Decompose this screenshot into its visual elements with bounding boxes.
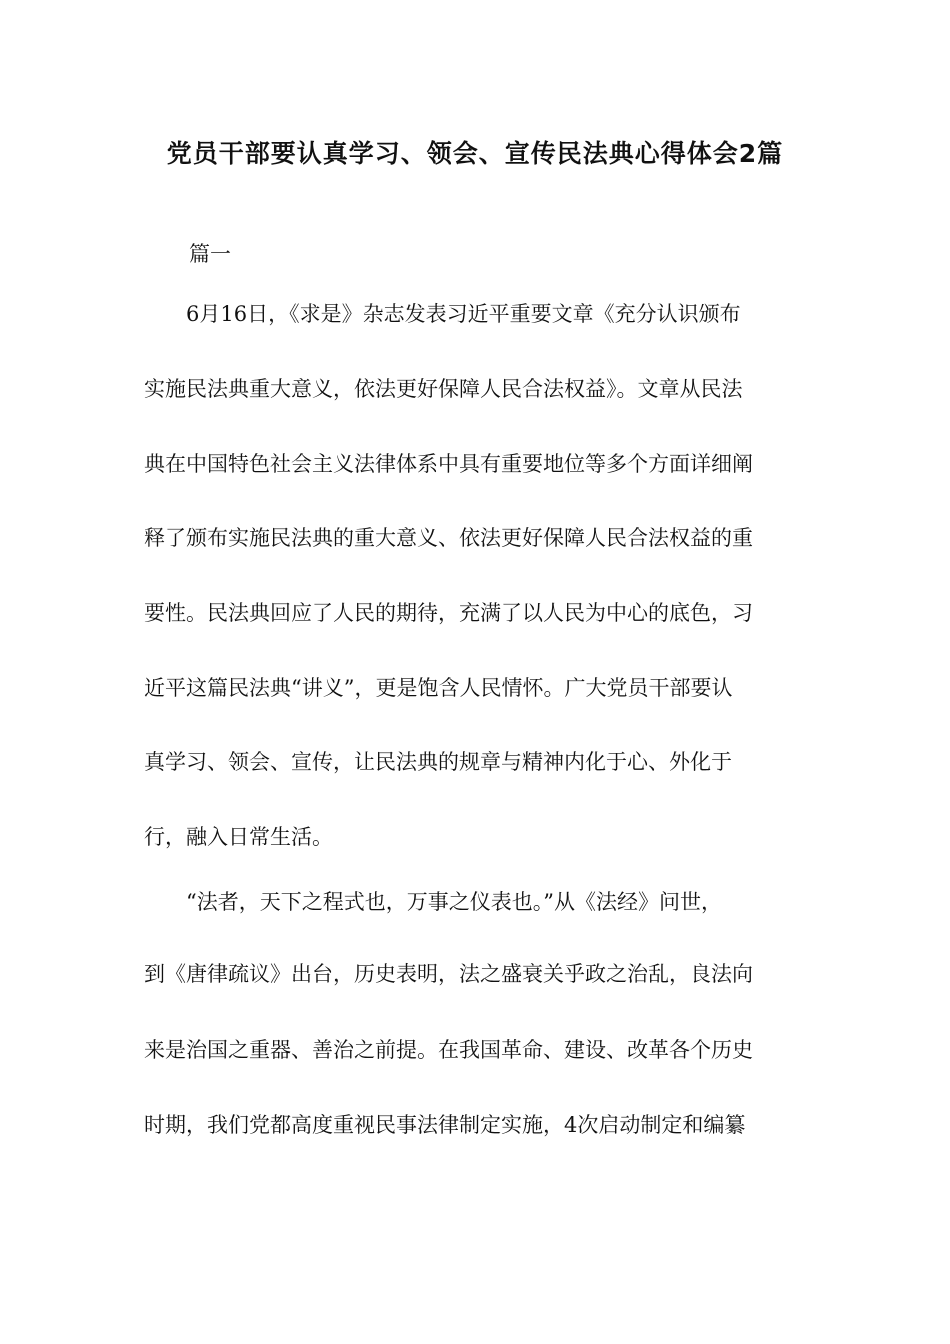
body-line: 典在中国特色社会主义法律体系中具有重要地位等多个方面详细阐 — [144, 452, 753, 476]
body-line: 到《唐律疏议》出台，历史表明，法之盛衰关乎政之治乱，良法向 — [144, 962, 753, 986]
body-line: 行，融入日常生活。 — [144, 825, 333, 849]
body-line: 6月16日，《求是》杂志发表习近平重要文章《充分认识颁布 — [144, 302, 741, 326]
section-label: 篇一 — [189, 242, 231, 266]
body-line: “法者，天下之程式也，万事之仪表也。”从《法经》问世， — [144, 890, 722, 914]
body-line: 释了颁布实施民法典的重大意义、依法更好保障人民合法权益的重 — [144, 526, 753, 550]
body-line: 来是治国之重器、善治之前提。在我国革命、建设、改革各个历史 — [144, 1038, 753, 1062]
body-line: 时期，我们党都高度重视民事法律制定实施，4次启动制定和编纂 — [144, 1113, 746, 1137]
body-line: 实施民法典重大意义，依法更好保障人民合法权益》。文章从民法 — [144, 377, 743, 401]
body-line: 要性。民法典回应了人民的期待，充满了以人民为中心的底色，习 — [144, 601, 753, 625]
document-title: 党员干部要认真学习、领会、宣传民法典心得体会2篇 — [166, 139, 784, 168]
body-line: 真学习、领会、宣传，让民法典的规章与精神内化于心、外化于 — [144, 750, 732, 774]
body-line: 近平这篇民法典“讲义”，更是饱含人民情怀。广大党员干部要认 — [144, 676, 733, 700]
